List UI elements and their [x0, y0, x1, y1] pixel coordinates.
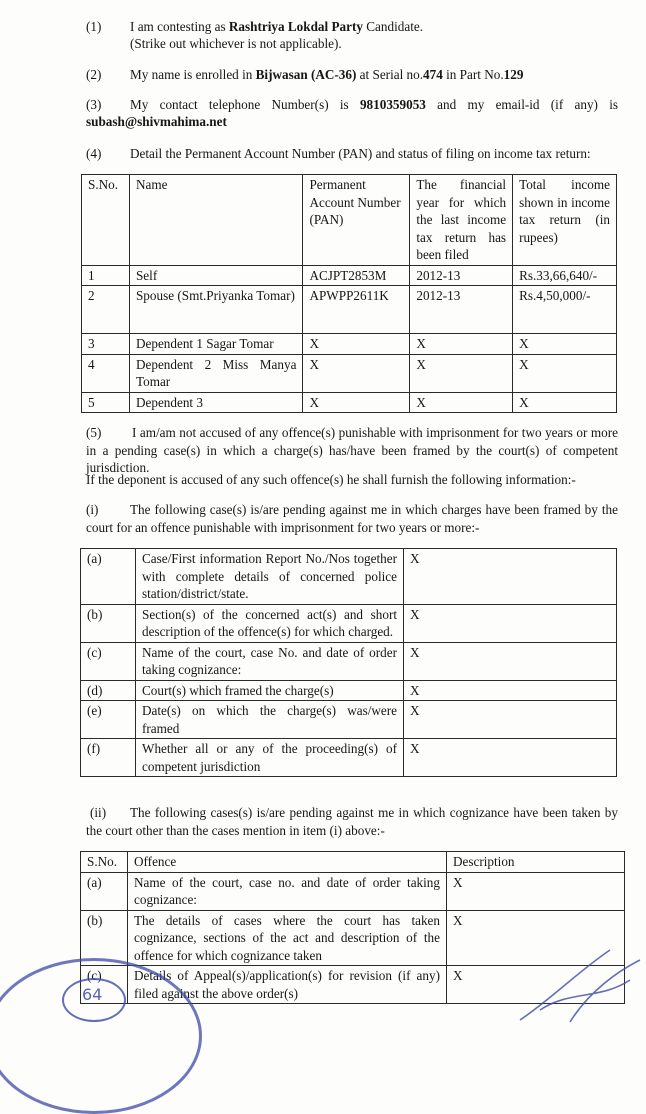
pan-table — [81, 174, 617, 413]
cognizance-table-header: S.No. Offence Description — [81, 852, 625, 873]
seal-number: 64 — [82, 985, 103, 1004]
table-row: 2 Spouse (Smt.Priyanka Tomar) APWPP2611K 2012-13 Rs.4,50,000/- — [82, 286, 617, 334]
party-name: Rashtriya Lokdal Party — [228, 19, 363, 34]
sub-item-i: (i) The following case(s) is/are pending against me in which charges have been framed by the court for an offence punishable with imprisonment for two years or more:- — [86, 502, 618, 535]
para-5-note: If the deponent is accused of any such offence(s) he shall furnish the following information:- — [86, 472, 576, 487]
serial-no: 474 — [423, 67, 443, 82]
phone-number: 9810359053 — [359, 97, 426, 112]
email-address: subash@shivmahima.net — [86, 114, 227, 129]
table-row: 5 Dependent 3 X X X — [82, 392, 617, 413]
pan-table-header: S.No. Name Permanent Account Number (PAN) The financial year for which the last income tax return has been filed Total income shown in income tax return (in rupees) — [82, 175, 617, 266]
para-1: (1) I am contesting as Rashtriya Lokdal Party Candidate. — [86, 19, 424, 34]
para-5: (5) I am/am not accused of any offence(s) punishable with imprisonment for two years or more in a pending case(s) in which a charge(s) has/have been framed by the court(s) of competent jurisdiction. — [86, 425, 618, 475]
table-row: (b) Section(s) of the concerned act(s) and short description of the offence(s) for which charged. X — [81, 604, 617, 642]
table-row: 3 Dependent 1 Sagar Tomar X X X — [82, 334, 617, 355]
signature-icon — [510, 940, 646, 1024]
table-row: 1 Self ACJPT2853M 2012-13 Rs.33,66,640/- — [82, 265, 617, 286]
part-no: 129 — [503, 67, 524, 82]
table-row: (f) Whether all or any of the proceeding(s) of competent jurisdiction X — [81, 739, 617, 777]
table-row: (c) Name of the court, case No. and date of order taking cognizance: X — [81, 642, 617, 680]
charges-table — [80, 548, 617, 777]
table-row: (b) The details of cases where the court has taken cognizance, sections of the act and description of the offence for which cognizance taken X — [81, 910, 625, 966]
para-3: (3) My contact telephone Number(s) is 9810359053 and my email-id (if any) is — [86, 97, 618, 112]
constituency: Bijwasan (AC-36) — [255, 67, 357, 82]
sub-item-ii: (ii) The following cases(s) is/are pending against me in which cognizance have been taken by the court other than the cases mention in item (i) above:- — [86, 805, 618, 838]
table-row: (d) Court(s) which framed the charge(s) X — [81, 680, 617, 701]
table-row: 4 Dependent 2 Miss Manya Tomar X X X — [82, 354, 617, 392]
para-1-note: (Strike out whichever is not applicable). — [130, 36, 342, 51]
para-2: (2) My name is enrolled in Bijwasan (AC-36) at Serial no.474 in Part No.129 — [86, 67, 524, 82]
table-row: (e) Date(s) on which the charge(s) was/were framed X — [81, 701, 617, 739]
table-row: (c) Details of Appeal(s)/application(s) for revision (if any) filed against the above order(s) X — [81, 966, 625, 1004]
table-row: (a) Case/First information Report No./Nos together with complete details of concerned police station/district/state. X — [81, 549, 617, 605]
table-row: (a) Name of the court, case no. and date of order taking cognizance: X — [81, 872, 625, 910]
para-4: (4) Detail the Permanent Account Number (PAN) and status of filing on income tax return: — [86, 146, 591, 161]
